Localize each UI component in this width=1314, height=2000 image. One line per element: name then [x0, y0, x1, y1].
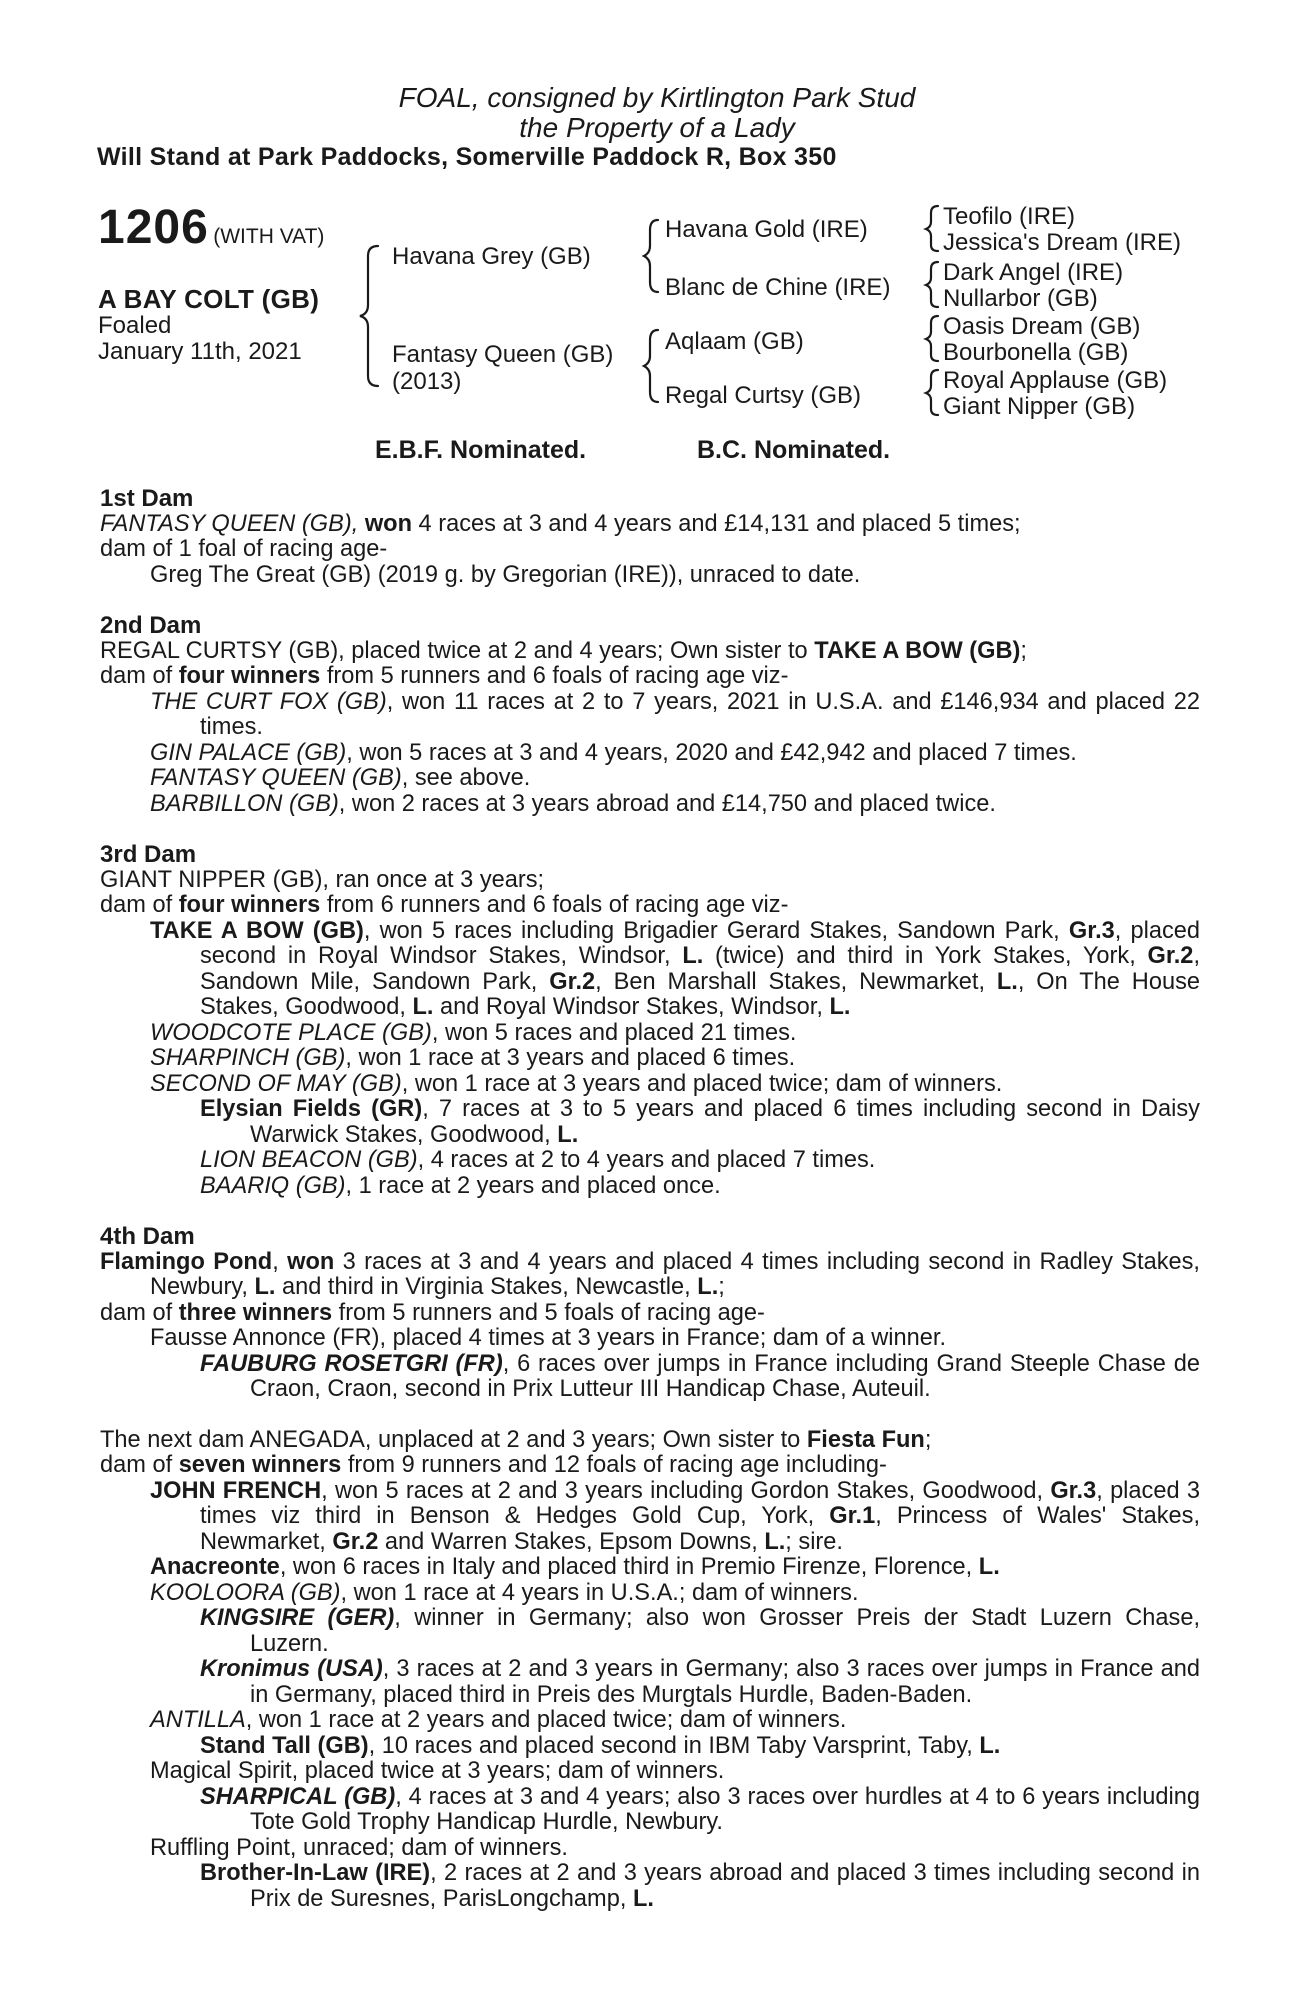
second-dam-produce-3: FANTASY QUEEN (GB), see above.	[150, 765, 531, 791]
foaled-date: January 11th, 2021	[98, 338, 302, 365]
fourth-dam-heading: 4th Dam	[100, 1223, 195, 1250]
pedigree-g3-6: Bourbonella (GB)	[943, 339, 1129, 366]
fourth-dam-line: Flamingo Pond, won 3 races at 3 and 4 years and placed 4 times including second in Radley Stakes, Newbury, L. and third in Virginia Stakes, Newcastle, L.;	[100, 1248, 1200, 1300]
third-dam-heading: 3rd Dam	[100, 841, 197, 868]
pedigree-g3-3: Dark Angel (IRE)	[943, 259, 1124, 286]
pedigree-dam-sire: Aqlaam (GB)	[665, 328, 804, 355]
brace-g3-4	[926, 370, 938, 415]
second-dam-heading: 2nd Dam	[100, 612, 202, 639]
next-dam-grandproduce-5: Brother-In-Law (IRE), 2 races at 2 and 3 years abroad and placed 3 times including second in Prix de Suresnes, ParisLongchamp, L.	[200, 1860, 1200, 1912]
bc-nomination: B.C. Nominated.	[697, 436, 891, 464]
next-dam-produce-1: JOHN FRENCH, won 5 races at 2 and 3 years including Gordon Stakes, Goodwood, Gr.3, placed 3 times viz third in Benson & Hedges Gold Cup, York, Gr.1, Princess of Wales' Stakes, Newmarket, Gr.2 and Warren Stakes, Epsom Downs, L.; sire.	[150, 1477, 1200, 1555]
first-dam-line: FANTASY QUEEN (GB), won 4 races at 3 and 4 years and £14,131 and placed 5 times;	[100, 510, 1021, 537]
brace-g3-1	[926, 206, 938, 251]
third-dam-produce-3: SHARPINCH (GB), won 1 race at 3 years and placed 6 times.	[150, 1045, 796, 1071]
first-dam-section	[100, 486, 1200, 588]
next-dam-produce-2: Anacreonte, won 6 races in Italy and placed third in Premio Firenze, Florence, L.	[150, 1554, 1000, 1580]
next-dam-produce-4: ANTILLA, won 1 race at 2 years and placed twice; dam of winners.	[150, 1707, 847, 1733]
pedigree-g3-2: Jessica's Dream (IRE)	[943, 229, 1181, 256]
pedigree-sire: Havana Grey (GB)	[392, 243, 591, 270]
brace-main	[360, 246, 378, 386]
next-dam-grandproduce-1: KINGSIRE (GER), winner in Germany; also won Grosser Preis der Stadt Luzern Chase, Luzern.	[200, 1605, 1200, 1657]
next-dam-grandproduce-2: Kronimus (USA), 3 races at 2 and 3 years in Germany; also 3 races over jumps in France and in Germany, placed third in Preis des Murgtals Hurdle, Baden-Baden.	[200, 1656, 1200, 1708]
pedigree-dam-year: (2013)	[392, 368, 462, 395]
pedigree-g3-5: Oasis Dream (GB)	[943, 313, 1141, 340]
third-dam-produce-4: SECOND OF MAY (GB), won 1 race at 3 years and placed twice; dam of winners.	[150, 1070, 1003, 1097]
consignor-line: FOAL, consigned by Kirtlington Park Stud	[398, 82, 916, 113]
first-dam-foal: Greg The Great (GB) (2019 g. by Gregorian (IRE)), unraced to date.	[150, 561, 861, 588]
brace-sire	[644, 220, 658, 292]
fourth-dam-produce-1: Fausse Annonce (FR), placed 4 times at 3 years in France; dam of a winner.	[150, 1325, 947, 1351]
pedigree-g3-4: Nullarbor (GB)	[943, 285, 1098, 312]
brace-dam	[644, 330, 658, 402]
lot-description: A BAY COLT (GB)	[98, 284, 320, 314]
second-dam-produce-2: GIN PALACE (GB), won 5 races at 3 and 4 years, 2020 and £42,942 and placed 7 times.	[150, 739, 1077, 766]
next-dam-produce-3: KOOLOORA (GB), won 1 race at 4 years in U.S.A.; dam of winners.	[150, 1579, 859, 1606]
second-dam-produce-1: THE CURT FOX (GB), won 11 races at 2 to 7 years, 2021 in U.S.A. and £146,934 and placed 22 times.	[150, 688, 1201, 740]
next-dam-line: The next dam ANEGADA, unplaced at 2 and 3 years; Own sister to Fiesta Fun;	[100, 1426, 932, 1453]
fourth-dam-section	[100, 1224, 1200, 1403]
pedigree-sire-sire: Havana Gold (IRE)	[665, 216, 868, 243]
pedigree-g3-8: Giant Nipper (GB)	[943, 393, 1136, 420]
pedigree-dam: Fantasy Queen (GB)	[392, 341, 614, 368]
pedigree-g3-7: Royal Applause (GB)	[943, 367, 1168, 394]
second-dam-produce-4: BARBILLON (GB), won 2 races at 3 years abroad and £14,750 and placed twice.	[150, 790, 996, 817]
brace-g3-3	[926, 316, 938, 361]
second-dam-section	[100, 613, 1200, 817]
next-dam-produce-line: dam of seven winners from 9 runners and 12 foals of racing age including-	[100, 1452, 887, 1478]
ebf-nomination: E.B.F. Nominated.	[375, 436, 587, 464]
next-dam-grandproduce-3: Stand Tall (GB), 10 races and placed second in IBM Taby Varsprint, Taby, L.	[200, 1732, 1001, 1759]
first-dam-produce-line: dam of 1 foal of racing age-	[100, 536, 388, 562]
third-dam-produce-line: dam of four winners from 6 runners and 6 foals of racing age viz-	[100, 892, 789, 918]
fourth-dam-grandproduce-1: FAUBURG ROSETGRI (FR), 6 races over jumps in France including Grand Steeple Chase de Craon, Craon, second in Prix Lutteur III Handicap Chase, Auteuil.	[200, 1350, 1200, 1402]
pedigree-g3-1: Teofilo (IRE)	[943, 203, 1076, 230]
next-dam-section	[100, 1428, 1200, 1913]
lot-number: 1206	[98, 201, 209, 254]
next-dam-produce-5: Magical Spirit, placed twice at 3 years; dam of winners.	[150, 1758, 725, 1784]
third-dam-section	[100, 842, 1200, 1199]
vat-note: (WITH VAT)	[213, 225, 325, 248]
third-dam-grandproduce-3: BAARIQ (GB), 1 race at 2 years and placed once.	[200, 1172, 721, 1199]
foaled-label: Foaled	[98, 312, 172, 339]
next-dam-produce-6: Ruffling Point, unraced; dam of winners.	[150, 1834, 568, 1861]
second-dam-line: REGAL CURTSY (GB), placed twice at 2 and 4 years; Own sister to TAKE A BOW (GB);	[100, 637, 1027, 664]
brace-g3-2	[926, 262, 938, 307]
third-dam-line: GIANT NIPPER (GB), ran once at 3 years;	[100, 866, 545, 893]
pedigree-sire-dam: Blanc de Chine (IRE)	[665, 274, 891, 301]
fourth-dam-produce-line: dam of three winners from 5 runners and 5 foals of racing age-	[100, 1299, 765, 1326]
property-line: the Property of a Lady	[519, 112, 795, 143]
next-dam-grandproduce-4: SHARPICAL (GB), 4 races at 3 and 4 years; also 3 races over hurdles at 4 to 6 years including Tote Gold Trophy Handicap Hurdle, Newbury.	[200, 1783, 1200, 1835]
third-dam-grandproduce-1: Elysian Fields (GR), 7 races at 3 to 5 years and placed 6 times including second in Daisy Warwick Stakes, Goodwood, L.	[200, 1096, 1200, 1148]
stabling-line: Will Stand at Park Paddocks, Somerville Paddock R, Box 350	[97, 143, 837, 171]
first-dam-heading: 1st Dam	[100, 485, 194, 512]
catalogue-body	[100, 486, 1200, 1937]
second-dam-produce-line: dam of four winners from 5 runners and 6 foals of racing age viz-	[100, 663, 789, 689]
third-dam-grandproduce-2: LION BEACON (GB), 4 races at 2 to 4 years and placed 7 times.	[200, 1147, 876, 1173]
third-dam-produce-1: TAKE A BOW (GB), won 5 races including Brigadier Gerard Stakes, Sandown Park, Gr.3, placed second in Royal Windsor Stakes, Windsor, L. (twice) and third in York Stakes, York, Gr.2, Sandown Mile, Sandown Park, Gr.2, Ben Marshall Stakes, Newmarket, L., On The House Stakes, Goodwood, L. and Royal Windsor Stakes, Windsor, L.	[150, 917, 1201, 1020]
third-dam-produce-2: WOODCOTE PLACE (GB), won 5 races and placed 21 times.	[150, 1019, 797, 1046]
pedigree-dam-dam: Regal Curtsy (GB)	[665, 382, 862, 409]
